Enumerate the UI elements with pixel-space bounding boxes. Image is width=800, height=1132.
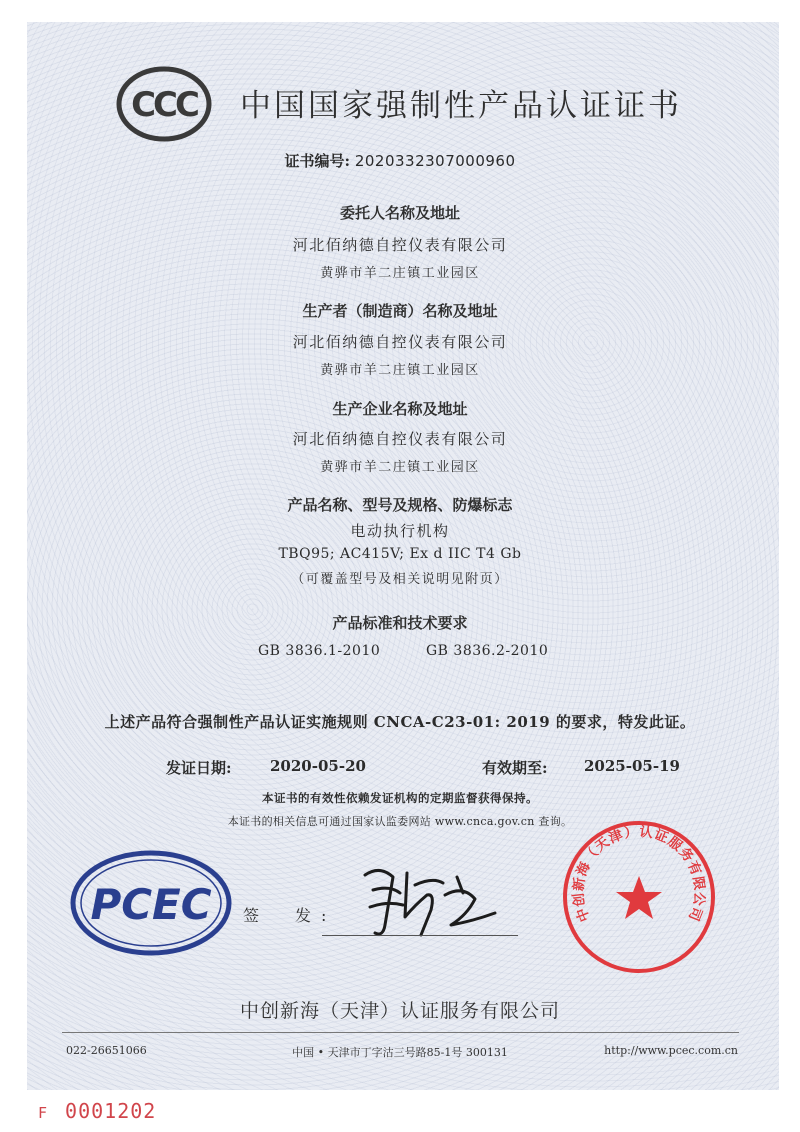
ccc-logo bbox=[116, 66, 212, 142]
manufacturer-address: 黄骅市羊二庄镇工业园区 bbox=[320, 363, 480, 378]
standards-heading: 产品标准和技术要求 bbox=[332, 614, 468, 632]
handwritten-signature bbox=[345, 855, 515, 945]
product-heading: 产品名称、型号及规格、防爆标志 bbox=[287, 496, 513, 514]
standard-item: GB 3836.1-2010 bbox=[258, 643, 381, 659]
signature-line bbox=[322, 935, 518, 936]
certificate-title: 中国国家强制性产品认证证书 bbox=[240, 88, 682, 124]
manufacturer-name: 河北佰纳德自控仪表有限公司 bbox=[292, 333, 508, 351]
factory-name: 河北佰纳德自控仪表有限公司 bbox=[292, 430, 508, 448]
issue-date-value: 2020-05-20 bbox=[270, 757, 366, 775]
product-name: 电动执行机构 bbox=[350, 522, 450, 540]
expiry-date-value: 2025-05-19 bbox=[584, 757, 680, 775]
serial-number bbox=[38, 1099, 156, 1123]
svg-text:PCEC: PCEC bbox=[90, 880, 212, 929]
factory-heading: 生产企业名称及地址 bbox=[332, 400, 468, 418]
official-seal bbox=[560, 818, 718, 976]
applicant-address: 黄骅市羊二庄镇工业园区 bbox=[320, 266, 480, 281]
applicant-name: 河北佰纳德自控仪表有限公司 bbox=[292, 236, 508, 254]
serial-prefix: F bbox=[38, 1104, 48, 1122]
certificate-number-label: 证书编号: bbox=[284, 152, 351, 170]
query-note: 本证书的相关信息可通过国家认监委网站 www.cnca.gov.cn 查询。 bbox=[227, 815, 573, 828]
issuer-company: 中创新海（天津）认证服务有限公司 bbox=[239, 1000, 560, 1022]
factory-address: 黄骅市羊二庄镇工业园区 bbox=[320, 460, 480, 475]
standard-item: GB 3836.2-2010 bbox=[426, 643, 549, 659]
product-model: TBQ95; AC415V; Ex d IIC T4 Gb bbox=[278, 546, 522, 562]
product-note: （可覆盖型号及相关说明见附页） bbox=[291, 572, 509, 587]
footer-divider bbox=[62, 1032, 739, 1033]
issue-date-label: 发证日期: bbox=[166, 759, 232, 777]
expiry-date-label: 有效期至: bbox=[482, 759, 548, 777]
issuer-website: http://www.pcec.com.cn bbox=[604, 1044, 738, 1057]
seal-star-icon bbox=[616, 876, 662, 919]
serial-value: 0001202 bbox=[65, 1099, 157, 1123]
compliance-statement: 上述产品符合强制性产品认证实施规则 CNCA-C23-01: 2019 的要求，特发此证。 bbox=[104, 713, 696, 731]
certificate-number bbox=[0, 150, 800, 171]
pcec-logo bbox=[70, 850, 232, 956]
certificate-number-value: 2020332307000960 bbox=[354, 152, 516, 170]
manufacturer-heading: 生产者（制造商）名称及地址 bbox=[302, 302, 498, 320]
svg-text:CCC: CCC bbox=[131, 85, 197, 125]
sign-label: 签 发: bbox=[243, 906, 337, 925]
validity-note: 本证书的有效性依赖发证机构的定期监督获得保持。 bbox=[262, 791, 538, 805]
issuer-phone: 022-26651066 bbox=[66, 1044, 147, 1057]
svg-text:中创新海（天津）认证服务有限公司: 中创新海（天津）认证服务有限公司 bbox=[570, 823, 708, 924]
applicant-heading: 委托人名称及地址 bbox=[339, 204, 460, 222]
issuer-address: 中国 • 天津市丁字沽三号路85-1号 300131 bbox=[292, 1046, 508, 1059]
